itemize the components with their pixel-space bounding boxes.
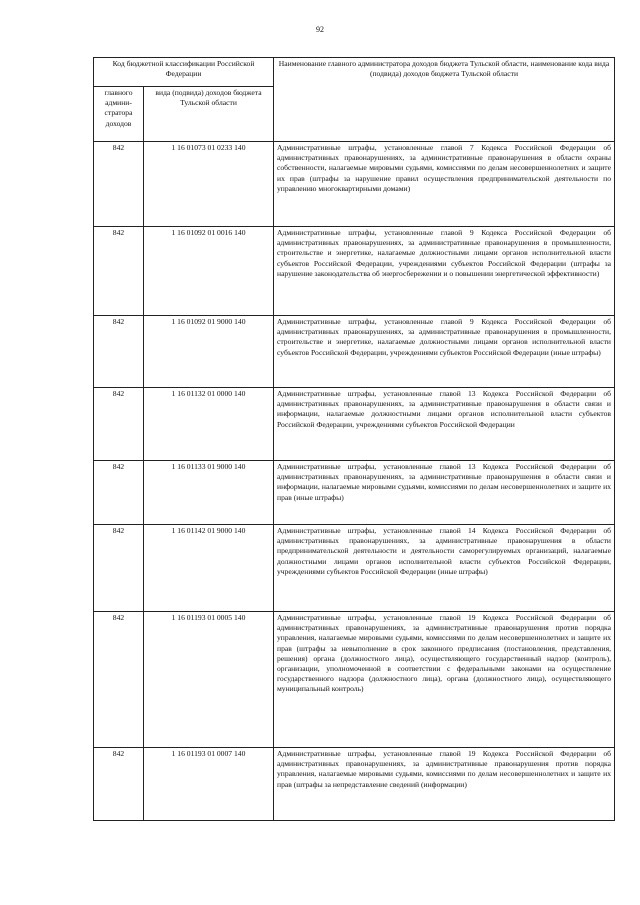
income-code-cell: 1 16 01132 01 0000 140: [144, 388, 274, 461]
table-row: [94, 142, 615, 227]
admin-code-cell: 842: [94, 227, 144, 316]
income-code-cell: 1 16 01092 01 0016 140: [144, 227, 274, 316]
page-number: 92: [316, 25, 324, 34]
income-code-cell: 1 16 01133 01 9000 140: [144, 461, 274, 525]
table-row: [94, 525, 615, 612]
income-code-cell: 1 16 01092 01 9000 140: [144, 316, 274, 388]
header-code-column: вида (подвида) доходов бюджета Тульской области: [144, 87, 274, 142]
income-name-cell: Административные штрафы, установленные главой 7 Кодекса Российской Федерации об административных правонарушениях, за административные правонарушения в области охраны собственности, налагаемые мировыми судьями, комиссиями по делам несовершеннолетних и защите их прав (штрафы за нарушение правил осуществления предпринимательской деятельности по управлению многоквартирными домами): [274, 142, 615, 227]
admin-code-cell: 842: [94, 748, 144, 821]
table-row: [94, 388, 615, 461]
income-name-cell: Административные штрафы, установленные главой 13 Кодекса Российской Федерации об административных правонарушениях, за административные правонарушения в области связи и информации, налагаемые должностными лицами органов исполнительной власти субъектов Российской Федерации, учреждениями субъектов Российской Федерации: [274, 388, 615, 461]
income-name-cell: Административные штрафы, установленные главой 14 Кодекса Российской Федерации об административных правонарушениях, за административные правонарушения в области предпринимательской деятельности и деятельности саморегулируемых организаций, налагаемые должностными лицами органов исполнительной власти субъектов Российской Федерации, учреждениями субъектов Российской Федерации (иные штрафы): [274, 525, 615, 612]
admin-code-cell: 842: [94, 612, 144, 748]
admin-code-cell: 842: [94, 388, 144, 461]
admin-code-cell: 842: [94, 142, 144, 227]
income-name-cell: Административные штрафы, установленные главой 13 Кодекса Российской Федерации об административных правонарушениях, за административные правонарушения в области связи и информации, налагаемые мировыми судьями, комиссиями по делам несовершеннолетних и защите их прав (иные штрафы): [274, 461, 615, 525]
table-header-row: [94, 58, 615, 87]
header-admin-column: главного админи-стратора доходов: [94, 87, 144, 142]
table-row: [94, 612, 615, 748]
income-code-cell: 1 16 01193 01 0005 140: [144, 612, 274, 748]
income-name-cell: Административные штрафы, установленные главой 19 Кодекса Российской Федерации об административных правонарушениях, за административные правонарушения против порядка управления, налагаемые мировыми судьями, комиссиями по делам несовершеннолетних и защите их прав (штрафы за непредставление сведений (информации): [274, 748, 615, 821]
admin-code-cell: 842: [94, 316, 144, 388]
income-code-cell: 1 16 01193 01 0007 140: [144, 748, 274, 821]
table-row: [94, 227, 615, 316]
table-row: [94, 748, 615, 821]
income-name-cell: Административные штрафы, установленные главой 19 Кодекса Российской Федерации об административных правонарушениях, за административные правонарушения против порядка управления, налагаемые мировыми судьями, комиссиями по делам несовершеннолетних и защите их прав (штрафы за невыполнение в срок законного предписания (постановления, представления, решения) органа (должностного лица), осуществляющего государственный надзор (контроль), организации, уполномоченной в соответствии с федеральными законами на осуществление государственного надзора (должностного лица), органа (должностного лица), осуществляющего муниципальный контроль): [274, 612, 615, 748]
table-row: [94, 461, 615, 525]
header-budget-code-group: Код бюджетной классификации Российской Федерации: [94, 58, 274, 87]
admin-code-cell: 842: [94, 525, 144, 612]
income-code-cell: 1 16 01073 01 0233 140: [144, 142, 274, 227]
income-name-cell: Административные штрафы, установленные главой 9 Кодекса Российской Федерации об административных правонарушениях, за административные правонарушения в промышленности, строительстве и энергетике, налагаемые должностными лицами органов исполнительной власти субъектов Российской Федерации, учреждениями субъектов Российской Федерации (штрафы за нарушение законодательства об энергосбережении и о повышении энергетической эффективности): [274, 227, 615, 316]
header-name-column: Наименование главного администратора доходов бюджета Тульской области, наименование кода вида (подвида) доходов бюджета Тульской области: [274, 58, 615, 142]
income-code-cell: 1 16 01142 01 9000 140: [144, 525, 274, 612]
table-row: [94, 316, 615, 388]
admin-code-cell: 842: [94, 461, 144, 525]
budget-classification-table: [93, 57, 615, 821]
income-name-cell: Административные штрафы, установленные главой 9 Кодекса Российской Федерации об административных правонарушениях, за административные правонарушения в промышленности, строительстве и энергетике, налагаемые должностными лицами органов исполнительной власти субъектов Российской Федерации, учреждениями субъектов Российской Федерации (иные штрафы): [274, 316, 615, 388]
